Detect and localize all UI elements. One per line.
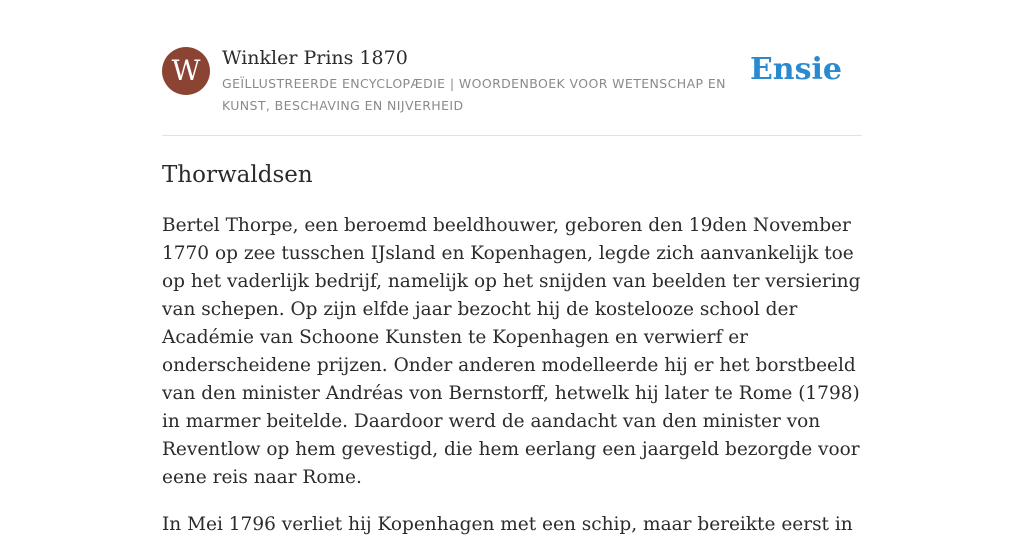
header-divider [162,135,862,136]
article-title: Thorwaldsen [162,162,313,188]
source-subtitle: GEÏLLUSTREERDE ENCYCLOPÆDIE | WOORDENBOEK VOOR WETENSCHAP EN KUNST, BESCHAVING EN NIJVERHEID [222,76,726,113]
source-title[interactable]: Winkler Prins 1870 [222,47,408,69]
source-header [162,46,862,136]
article [162,158,866,539]
source-avatar[interactable]: W [162,47,210,95]
article-paragraph: Bertel Thorpe, een beroemd beeldhouwer, geboren den 19den November 1770 op zee tusschen IJsland en Kopenhagen, legde zich aanvankelijk toe op het vaderlijk bedrijf, namelijk op het snijden van beelden ter versiering van schepen. Op zijn elfde jaar bezocht hij de kostelooze school der Académie van Schoone Kunsten te Kopenhagen en verwierf er onderscheidene prijzen. Onder anderen modelleerde hij er het borstbeeld van den minister Andréas von Bernstorff, hetwelk hij later te Rome (1798) in marmer beitelde. Daardoor werd de aandacht van den minister von Reventlow op hem gevestigd, die hem eerlang een jaargeld bezorgde voor eene reis naar Rome. [162,215,861,488]
article-paragraph: In Mei 1796 verliet hij Kopenhagen met een schip, maar bereikte eerst in [162,514,853,535]
brand-logo[interactable]: Ensie [749,52,842,87]
